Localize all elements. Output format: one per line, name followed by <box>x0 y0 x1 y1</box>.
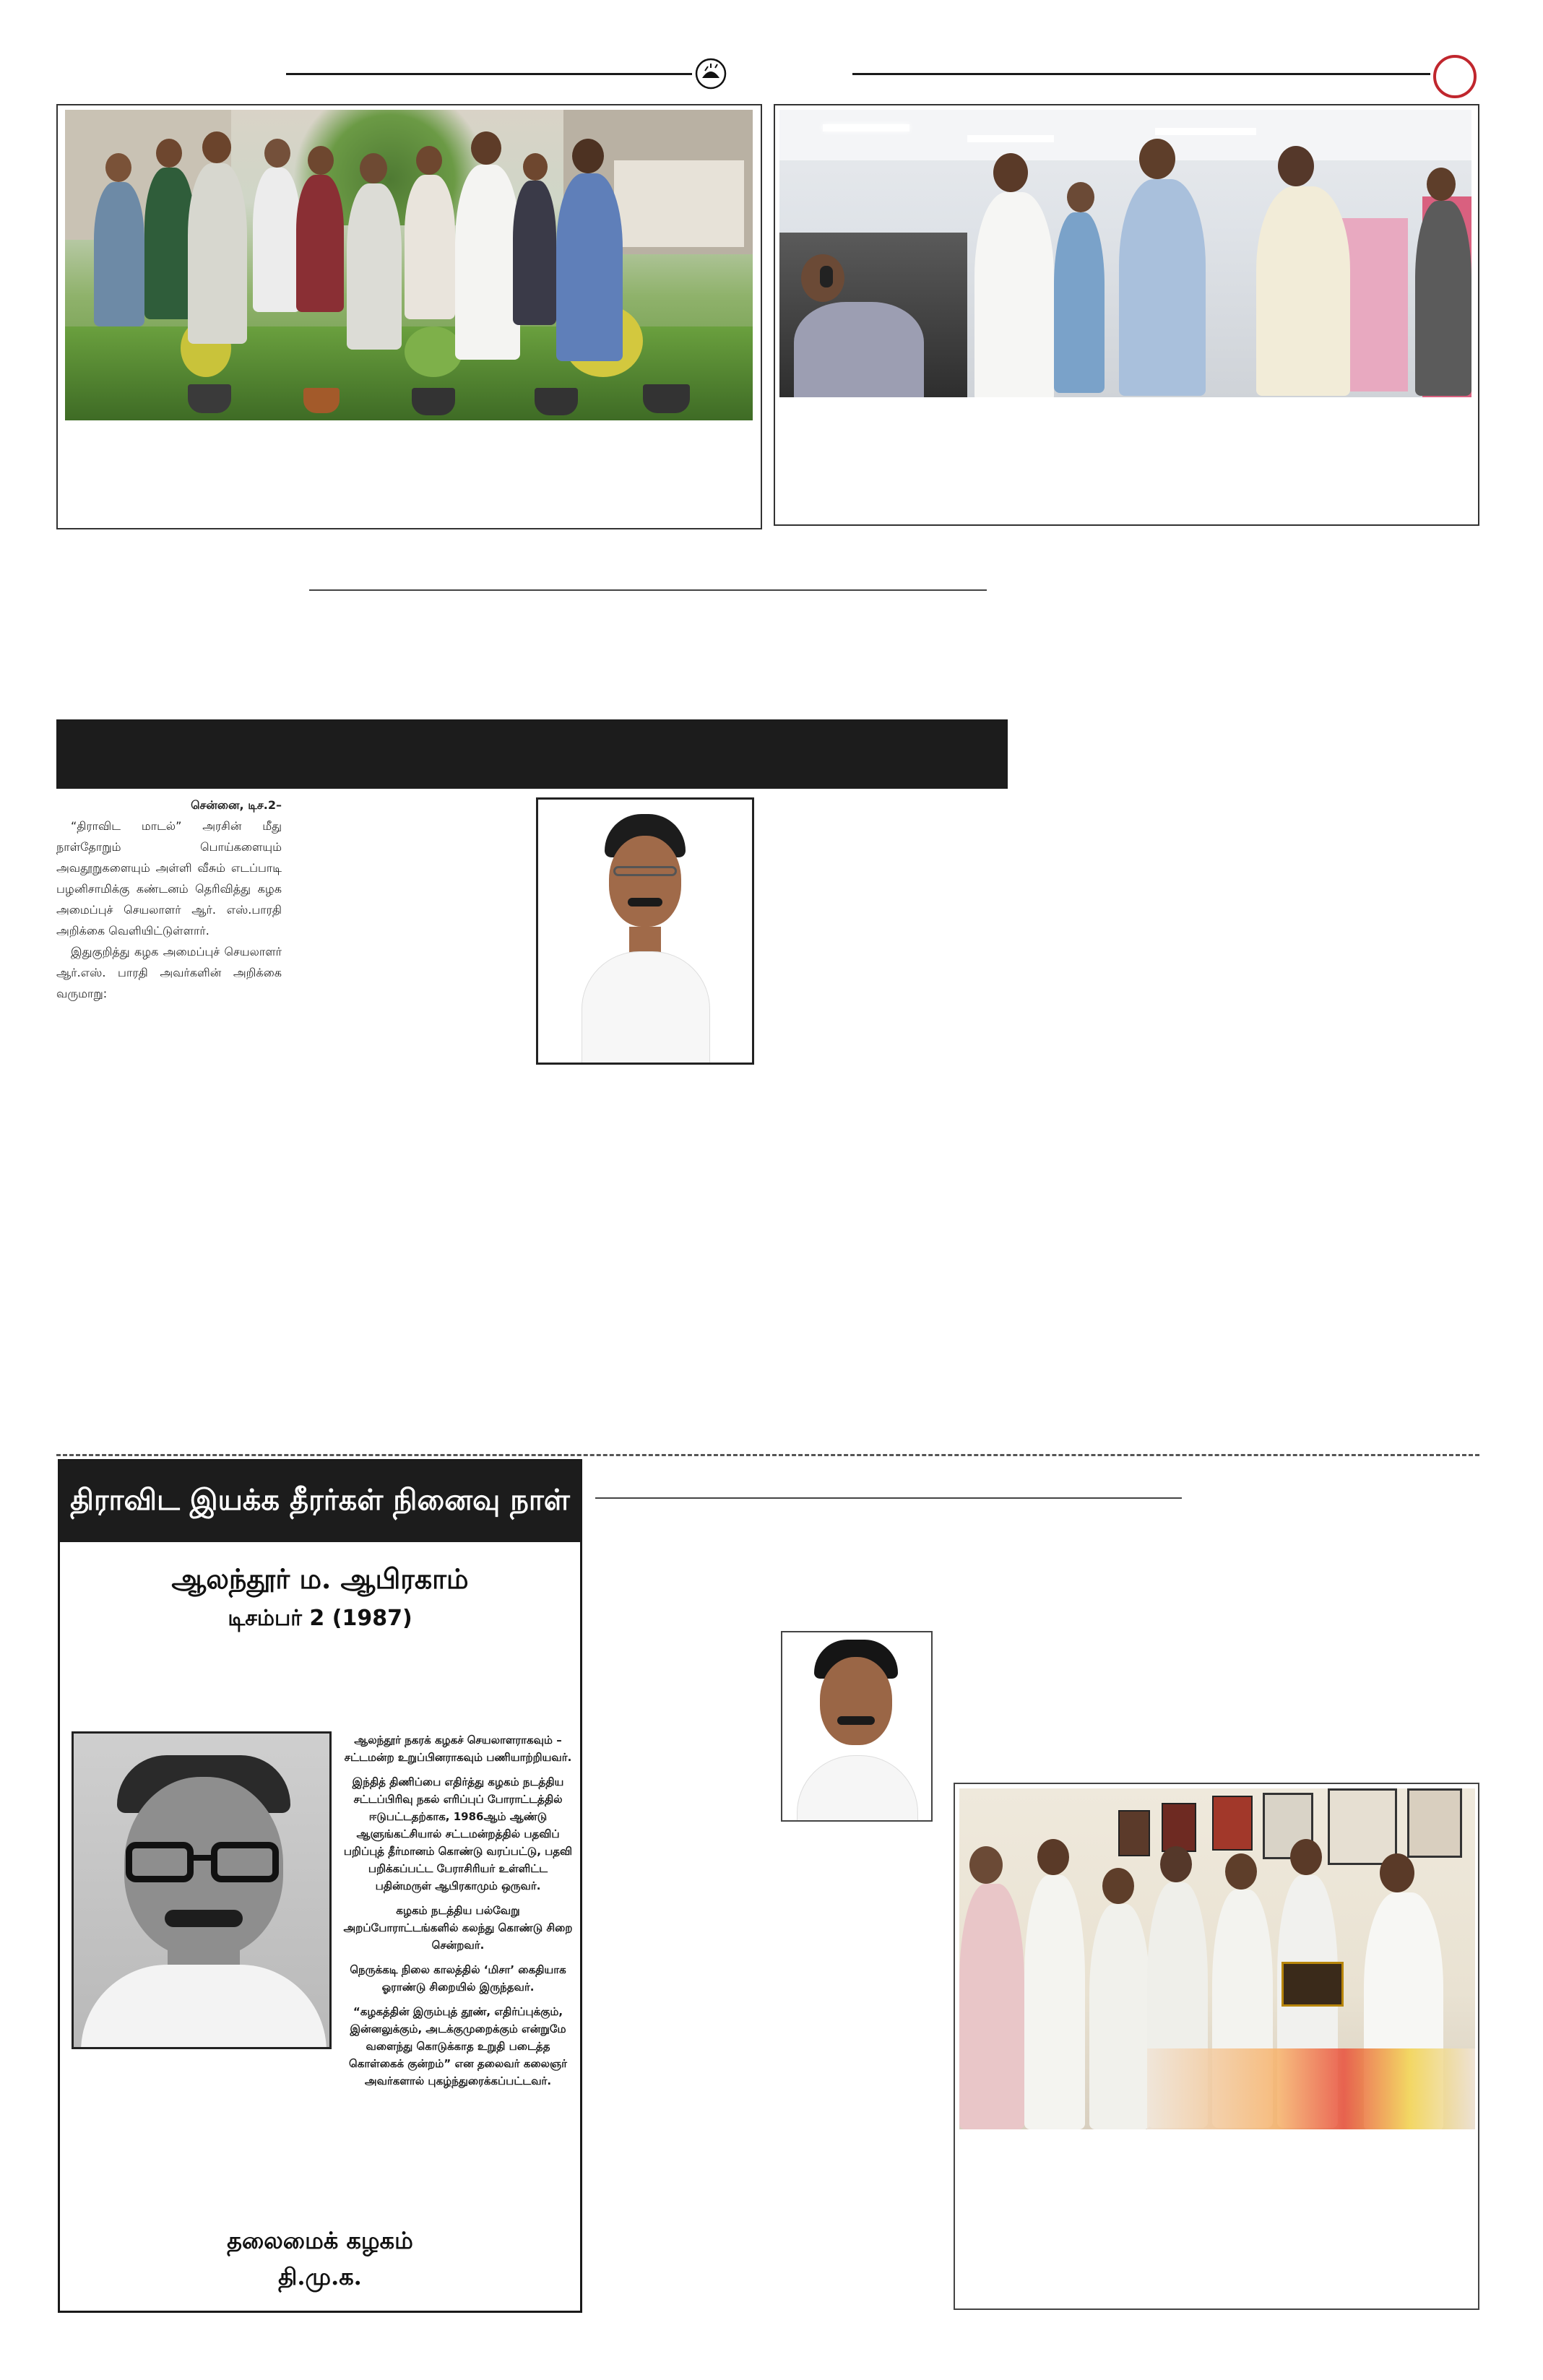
memorial-bio-5: “கழகத்தின் இரும்புத் தூண், எதிர்ப்புக்கும், இன்னலுக்கும், அடக்குமுறைக்கும் என்றுமே வளைந்து கொடுக்காத உறுதி படைத்த கொள்கைக் குன்றம்” என தலைவர் கலைஞர் அவர்களால் புகழ்ந்துரைக்கப்பட்டவர். <box>349 2005 567 2087</box>
memorial-bio-2: இந்தித் திணிப்பை எதிர்த்து கழகம் நடத்திய சட்டப்பிரிவு நகல் எரிப்புப் போராட்டத்தில் ஈடுபட்டதற்காக, 1986ஆம் ஆண்டு ஆளுங்கட்சியால் சட்டமன்றத்தில் பதவிப் பறிப்புத் தீர்மானம் கொண்டு வரப்பட்டு, பதவி பறிக்கப்பட்ட பேராசிரியர் உள்ளிட்ட பதின்மருள் ஆபிரகாமும் ஒருவர். <box>343 1775 573 1892</box>
memorial-date: டிசம்பர் 2 (1987) <box>228 1606 412 1631</box>
memorial-bio <box>343 1731 573 2097</box>
memorial-banner-text: திராவிட இயக்க தீரர்கள் நினைவு நாள் <box>70 1483 570 1517</box>
photo-box-office <box>774 104 1479 526</box>
section-rule <box>309 589 987 591</box>
statement-column <box>56 795 282 1004</box>
memorial-portrait <box>72 1731 332 2049</box>
memorial-footer-line1: தலைமைக் கழகம் <box>227 2227 413 2254</box>
memorial-bio-4: நெருக்கடி நிலை காலத்தில் ‘மிசா’ கைதியாக ஓராண்டு சிறையில் இருந்தவர். <box>350 1963 566 1994</box>
garden-inspection-photo <box>65 110 753 420</box>
headline-bar <box>56 719 1008 789</box>
memorial-banner <box>60 1461 580 1542</box>
bottom-section-rule <box>595 1497 1182 1499</box>
portrait-frame <box>536 797 754 1065</box>
photo-box-award <box>954 1783 1479 2310</box>
circle-icon <box>1433 55 1477 98</box>
memorial-bio-1: ஆலந்தூர் நகரக் கழகச் செயலாளராகவும் – சட்டமன்ற உறுப்பினராகவும் பணியாற்றியவர். <box>344 1734 572 1764</box>
memorial-box <box>58 1459 582 2313</box>
dashed-separator <box>56 1454 1479 1456</box>
memorial-name: ஆலந்தூர் ம. ஆபிரகாம் <box>171 1562 469 1595</box>
small-portrait-frame <box>781 1631 933 1822</box>
award-presentation-photo <box>959 1788 1475 2129</box>
memorial-footer-line2: தி.மு.க. <box>278 2263 362 2290</box>
statement-para2: இதுகுறித்து கழக அமைப்புச் செயலாளர் ஆர்.எஸ். பாரதி அவர்களின் அறிக்கை வருமாறு: <box>56 945 282 1000</box>
statement-dateline: சென்னை, டிச.2– <box>191 798 282 812</box>
portrait-photo <box>538 800 752 1063</box>
rising-sun-icon <box>695 58 727 90</box>
memorial-bio-3: கழகம் நடத்திய பல்வேறு அறப்போராட்டங்களில் கலந்து கொண்டு சிறை சென்றவர். <box>343 1904 573 1952</box>
statement-para1: “திராவிட மாடல்” அரசின் மீது நாள்தோறும் பொய்களையும் அவதூறுகளையும் அள்ளி வீசும் எடப்பாடி பழனிசாமிக்கு கண்டனம் தெரிவித்து கழக அமைப்புச் செயலாளர் ஆர். எஸ்.பாரதி அறிக்கை வெளியிட்டுள்ளார். <box>56 819 282 938</box>
header-rule-left <box>286 73 692 75</box>
headset-icon <box>820 266 833 287</box>
office-inspection-photo <box>779 110 1471 397</box>
small-portrait-photo <box>782 1632 931 1820</box>
plaque-icon <box>1281 1962 1344 2007</box>
header-rule-right <box>852 73 1430 75</box>
photo-box-garden <box>56 104 762 529</box>
